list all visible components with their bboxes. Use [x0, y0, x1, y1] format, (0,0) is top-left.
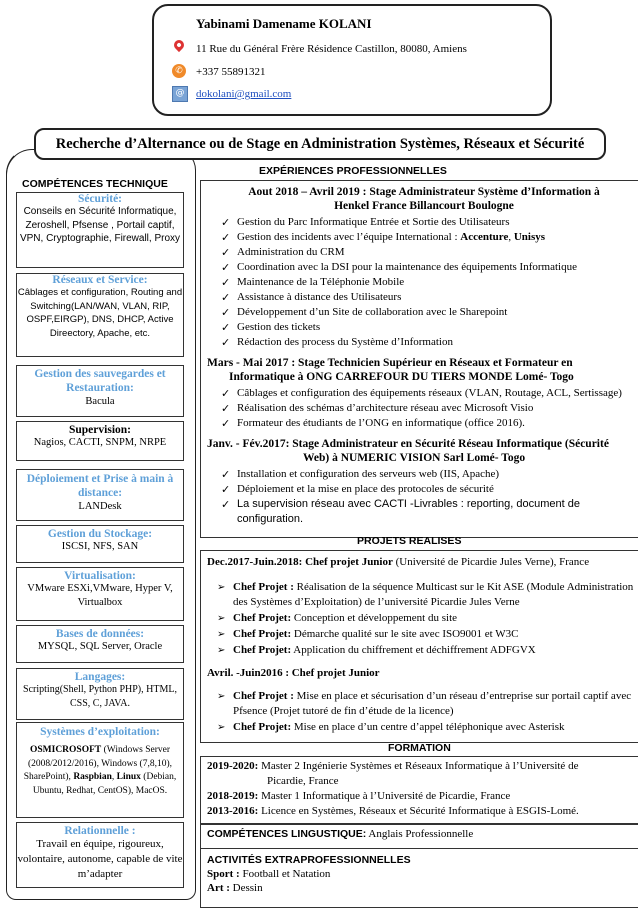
skill-databases [16, 625, 184, 663]
skill-security [16, 192, 184, 268]
languages-value: Anglais Professionnelle [366, 828, 474, 840]
job-title: Aout 2018 – Avril 2019 : Stage Administrateur Système d’Information à Henkel France Billancourt Boulogne [248, 186, 600, 212]
address: 11 Rue du Général Frère Résidence Castillon, 80080, Amiens [196, 43, 467, 55]
email-icon: @ [172, 86, 188, 102]
art-row: Art : Dessin [207, 882, 263, 894]
technical-skills-heading: COMPÉTENCES TECHNIQUE [22, 178, 168, 190]
list-item: ✓ Déploiement et la mise en place des protocoles de sécurité [207, 482, 638, 497]
skill-body: ISCSI, NFS, SAN [61, 541, 139, 552]
list-item: ✓ Installation et configuration des serveurs web (IIS, Apache) [207, 467, 638, 482]
list-item: ✓ Développement d’un Site de collaboration avec le Sharepoint [207, 305, 638, 320]
languages-box [200, 824, 638, 850]
experience-heading: EXPÉRIENCES PROFESSIONNELLES [259, 165, 447, 177]
job-tasks [207, 467, 638, 527]
job-title: Mars - Mai 2017 : Stage Technicien Supérieur en Réseaux et Formateur en Informatique à ONG CARREFOUR DU TIERS MONDE Lomé- Togo [207, 357, 574, 383]
skill-title: Réseaux et Service: [52, 274, 148, 286]
projects-box [200, 550, 638, 743]
skill-body: Travail en équipe, rigoureux, volontaire, autonome, capable de vite m’adapter [17, 838, 183, 880]
skill-virtualization [16, 567, 184, 621]
contact-card [152, 4, 552, 116]
list-item: ✓ Coordination avec la DSI pour la maintenance des équipements Informatique [207, 260, 638, 275]
skill-title: Langages: [74, 671, 126, 683]
list-item: ✓ Gestion des tickets [207, 320, 638, 335]
os-raspbian: Raspbian [73, 772, 112, 782]
list-item: ➢ Chef Projet: Conception et développement du site [207, 611, 638, 626]
list-item: ➢ Chef Projet: Démarche qualité sur le site avec ISO9001 et W3C [207, 627, 638, 642]
email-link[interactable]: dokolani@gmail.com [196, 88, 292, 100]
phone-icon: ✆ [172, 64, 186, 78]
list-item: ✓ Gestion du Parc Informatique Entrée et Sortie des Utilisateurs [207, 215, 638, 230]
education-row: 2019-2020: Master 2 Ingénierie Systèmes et Réseaux Informatique à l’Université de [207, 760, 579, 772]
sport-row: Sport : Football et Natation [207, 868, 331, 880]
skill-body: OSMICROSOFT (Windows Server (2008/2012/2016), Windows (7,8,10), SharePoint), Raspbian, Linux (Debian, Ubuntu, Redhat, CentOS), MacOS. [23, 745, 177, 796]
list-item: ✓ Réalisation des schémas d’architecture réseau avec Microsoft Visio [207, 401, 638, 416]
experience-box [200, 180, 638, 538]
list-item: ➢ Chef Projet: Mise en place d’un centre d’appel téléphonique avec Asterisk [207, 720, 638, 735]
education-heading: FORMATION [388, 742, 451, 754]
skill-network [16, 273, 184, 357]
phone: +337 55891321 [196, 66, 266, 78]
candidate-name: Yabinami Damename KOLANI [196, 16, 372, 31]
skill-title: Systèmes d’exploitation: [40, 726, 160, 738]
skill-deployment [16, 469, 184, 521]
project-items [207, 689, 638, 735]
skill-title: Gestion des sauvegardes et Restauration: [34, 368, 166, 394]
list-item: ✓ Câblages et configuration des équipements réseaux (VLAN, Routage, ACL, Sertissage) [207, 386, 638, 401]
skill-body: Bacula [85, 396, 115, 407]
skill-title: Gestion du Stockage: [47, 528, 153, 540]
skill-title: Virtualisation: [64, 570, 136, 582]
skill-body: VMware ESXi,VMware, Hyper V, Virtualbox [27, 583, 173, 608]
projects-heading: PROJETS REALISES [357, 535, 462, 547]
skill-title: Sécurité: [77, 193, 123, 205]
education-box: 2019-2020: Master 2 Ingénierie Systèmes et Réseaux Informatique à l’Université de Picardie, France 2018-2019: Master 1 Informatique à l’Université de Picardie, France 2013-2016: Licence en Systèmes, Réseaux et Sécurité Informatique à ESGIS-Lomé. [200, 756, 638, 824]
skill-title: Relationnelle : [64, 825, 136, 837]
skill-body: Câblages et configuration, Routing and Switching(LAN/WAN, VLAN, RIP, OSPF,EIRGP), DNS, DHCP, Active Direectory, Apache, etc. [17, 287, 183, 339]
skill-supervision [16, 421, 184, 461]
extra-activities-box [200, 848, 638, 908]
project-title: Avril. -Juin2016 : Chef projet Junior [207, 667, 380, 679]
education-row: 2018-2019: Master 1 Informatique à l’Université de Picardie, France [207, 790, 511, 802]
skill-body: LANDesk [78, 501, 122, 512]
job-title: Janv. - Fév.2017: Stage Administrateur en Sécurité Réseau Informatique (Sécurité Web) à NUMERIC VISION Sarl Lomé- Togo [207, 438, 609, 464]
project-title: Dec.2017-Juin.2018: Chef projet Junior (Université de Picardie Jules Verne), France [207, 556, 590, 568]
skill-operating-systems [16, 722, 184, 818]
location-pin-icon [172, 40, 186, 54]
list-item: ➢ Chef Projet : Mise en place et sécurisation d’un réseau d’entreprise sur portail captif avec Pfsence (Projet tutoré de fin d’étude de la licence) [207, 689, 638, 719]
job-tasks [207, 215, 638, 350]
list-item: ✓ Administration du CRM [207, 245, 638, 260]
skill-storage [16, 525, 184, 563]
skill-title: Supervision: [69, 424, 131, 436]
skill-body: Nagios, CACTI, SNPM, NRPE [33, 437, 167, 448]
list-item: ✓ Formateur des étudiants de l’ONG en informatique (office 2016). [207, 416, 638, 431]
skill-title: Déploiement et Prise à main à distance: [26, 473, 174, 499]
skill-body: Conseils en Sécurité Informatique, Zeroshell, Pfsense , Portail captif, VPN, Cryptographie, Firewall, Proxy [19, 206, 181, 244]
objective-banner: Recherche d’Alternance ou de Stage en Administration Systèmes, Réseaux et Sécurité [34, 128, 606, 160]
skill-body: MYSQL, SQL Server, Oracle [37, 641, 163, 652]
project-items [207, 580, 638, 658]
list-item: ➢ Chef Projet: Application du chiffrement et déchiffrement ADFGVX [207, 643, 638, 658]
list-item: ✓ Rédaction des process du Système d’Information [207, 335, 638, 350]
education-row: 2013-2016: Licence en Systèmes, Réseaux et Sécurité Informatique à ESGIS-Lomé. [207, 805, 579, 817]
skill-title: Bases de données: [55, 628, 145, 640]
list-item: ✓ Assistance à distance des Utilisateurs [207, 290, 638, 305]
os-linux: Linux [116, 772, 141, 782]
extra-activities-heading: ACTIVITÉS EXTRAPROFESSIONNELLES [207, 854, 411, 866]
list-item: ✓ La supervision réseau avec CACTI -Livrables : reporting, document de configuration. [207, 497, 638, 527]
skill-body: Scripting(Shell, Python PHP), HTML, CSS, C, JAVA. [23, 684, 177, 709]
skill-relational [16, 822, 184, 888]
skill-backup [16, 365, 184, 417]
os-microsoft: OSMICROSOFT [29, 745, 102, 755]
languages-label: COMPÉTENCES LINGUSTIQUE: [207, 828, 367, 840]
job-tasks [207, 386, 638, 431]
list-item: ✓ Maintenance de la Téléphonie Mobile [207, 275, 638, 290]
skill-languages [16, 668, 184, 720]
list-item: ✓ Gestion des incidents avec l’équipe International : Accenture, Unisys [207, 230, 638, 245]
list-item: ➢ Chef Projet : Réalisation de la séquence Multicast sur le Kit ASE (Module Administration des Systèmes d’Exploitation) de l’université Picardie Jules Verne [207, 580, 638, 610]
